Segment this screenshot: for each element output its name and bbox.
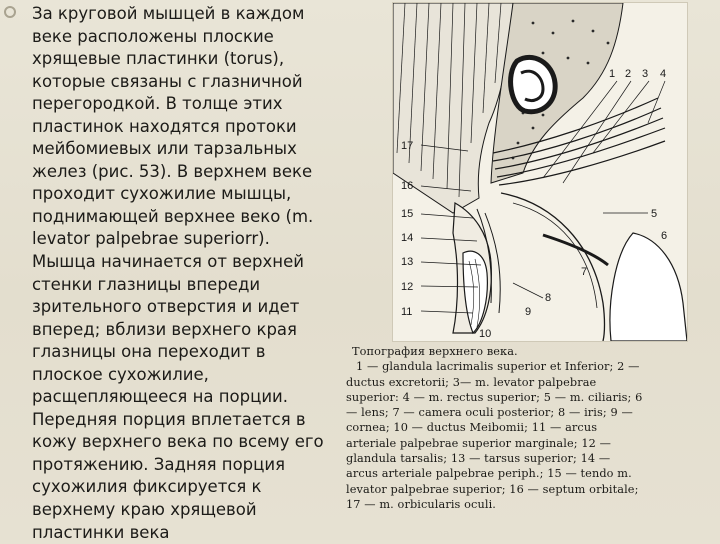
caption-line: 17 — m. orbicularis oculi.	[346, 497, 496, 511]
caption-line: arteriale palpebrae superior marginale; 12 —	[346, 436, 611, 450]
label-6: 6	[661, 230, 668, 242]
label-9: 9	[525, 306, 532, 318]
text-line: поднимающей верхнее веко (m.	[32, 206, 314, 226]
caption-line: — lens; 7 — camera oculi posterior; 8 — iris; 9 —	[346, 406, 633, 420]
label-17: 17	[401, 140, 414, 152]
cornea-curve	[501, 193, 605, 341]
label-3: 3	[642, 68, 649, 80]
caption-line: arcus arteriale palpebrae periph.; 15 — tendo m.	[346, 467, 632, 481]
label-2: 2	[625, 68, 632, 80]
text-line: levator palpebrae superiorr).	[32, 229, 270, 249]
text-line: стенки глазницы впереди	[32, 274, 261, 294]
body-text	[32, 3, 342, 544]
caption-line: 1 — glandula lacrimalis superior et Inferior; 2 —	[356, 360, 640, 374]
text-line: плоское сухожилие,	[32, 364, 209, 384]
label-15: 15	[401, 208, 414, 220]
text-line: мейбомиевых или тарзальных	[32, 139, 297, 159]
bullet-icon	[4, 6, 16, 18]
eyelid-section-illustration	[393, 3, 687, 341]
text-line: зрительного отверстия и идет	[32, 297, 300, 317]
text-line: расщепляющееся на порции.	[32, 387, 289, 407]
text-line: глазницы она переходит в	[32, 342, 266, 362]
caption-line: superior: 4 — m. rectus superior; 5 — m. ciliaris; 6	[346, 390, 643, 404]
iris	[543, 235, 608, 265]
label-11: 11	[401, 306, 413, 318]
label-13: 13	[401, 256, 414, 268]
text-line: вперед; вблизи верхнего края	[32, 319, 297, 339]
text-line: протяжению. Задняя порция	[32, 454, 286, 474]
text-line: Мышца начинается от верхней	[32, 252, 304, 272]
label-8: 8	[545, 292, 552, 304]
text-line: желез (рис. 53). В верхнем веке	[32, 161, 313, 181]
anatomy-figure	[392, 2, 688, 342]
text-line: пластинок находятся протоки	[32, 116, 297, 136]
label-1: 1	[609, 68, 616, 80]
text-line: сухожилия фиксируется к	[32, 477, 262, 497]
text-line: пластинки века	[32, 522, 170, 542]
label-16: 16	[401, 180, 414, 192]
label-7: 7	[581, 266, 588, 278]
caption-title: Топография верхнего века.	[352, 345, 518, 358]
text-line: которые связаны с глазничной	[32, 71, 303, 91]
caption-line: glandula tarsalis; 13 — tarsus superior; 14 —	[346, 452, 611, 466]
label-12: 12	[401, 281, 414, 293]
text-line: проходит сухожилие мышцы,	[32, 184, 292, 204]
text-line: За круговой мышцей в каждом	[32, 4, 305, 23]
text-line: кожу верхнего века по всему его	[32, 432, 324, 452]
label-14: 14	[401, 232, 414, 244]
caption-line: ductus excretorii; 3— m. levator palpebrae	[346, 375, 597, 389]
muscle-cross-section	[511, 57, 556, 111]
text-line: Передняя порция вплетается в	[32, 409, 306, 429]
text-line: верхнему краю хрящевой	[32, 500, 257, 520]
text-line: веке расположены плоские	[32, 26, 274, 46]
caption-line: cornea; 10 — ductus Meibomii; 11 — arcus	[346, 421, 598, 435]
caption-line: levator palpebrae superior; 16 — septum orbitale;	[346, 482, 639, 496]
label-5: 5	[651, 208, 658, 220]
text-line: хрящевые пластинки (torus),	[32, 49, 285, 69]
label-4: 4	[660, 68, 667, 80]
lens	[610, 233, 687, 341]
text-line: перегородкой. В толще этих	[32, 94, 283, 114]
label-10: 10	[479, 328, 492, 340]
figure-caption	[346, 344, 716, 512]
